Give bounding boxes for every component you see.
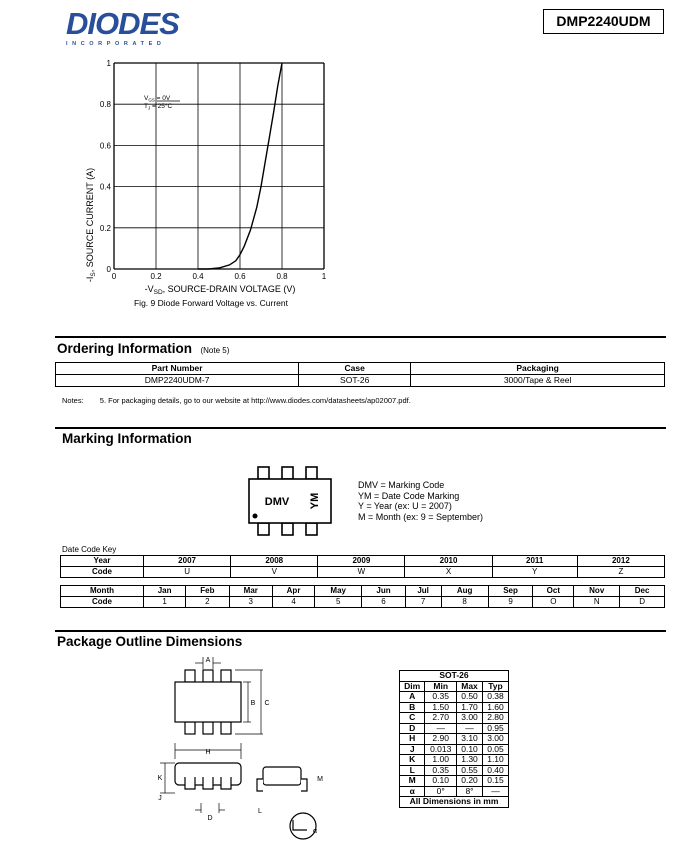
month-cell: May xyxy=(315,586,362,597)
diode-forward-voltage-chart xyxy=(70,55,350,313)
sot-dim-cell: M xyxy=(400,776,425,787)
sot-value-cell: — xyxy=(457,723,483,734)
table-row xyxy=(400,776,509,787)
ordering-header-packaging: Packaging xyxy=(411,363,665,375)
sot-value-cell: 0.40 xyxy=(482,765,508,776)
legend-line: Y = Year (ex: U = 2007) xyxy=(358,501,452,511)
sot-dim-cell: α xyxy=(400,786,425,797)
sot-value-cell: 1.70 xyxy=(457,702,483,713)
section-rule xyxy=(55,630,666,632)
sot-value-cell: 1.60 xyxy=(482,702,508,713)
sot-value-cell: 0.10 xyxy=(457,744,483,755)
sot-value-cell: 0° xyxy=(425,786,457,797)
y-tick-label: 0.4 xyxy=(99,182,111,192)
logo-subtext: INCORPORATED xyxy=(66,41,166,47)
month-cell: Apr xyxy=(272,586,314,597)
sot-value-cell: 0.10 xyxy=(425,776,457,787)
y-tick-label: 0.2 xyxy=(99,223,111,233)
sot-header: Dim xyxy=(400,681,425,692)
sot-value-cell: 0.55 xyxy=(457,765,483,776)
legend-line: M = Month (ex: 9 = September) xyxy=(358,511,484,522)
year-cell: 2009 xyxy=(318,556,405,567)
sot-value-cell: 1.10 xyxy=(482,755,508,766)
table-row xyxy=(400,723,509,734)
part-number-box: DMP2240UDM xyxy=(543,9,664,34)
ordering-note-ref: (Note 5) xyxy=(200,346,230,355)
dim-label-l: L xyxy=(258,808,262,815)
month-code-cell: O xyxy=(533,597,574,608)
month-cell: Aug xyxy=(441,586,488,597)
ordering-notes xyxy=(62,396,411,405)
table-row xyxy=(400,755,509,766)
code-label: Code xyxy=(61,567,144,578)
sot-value-cell: 8° xyxy=(457,786,483,797)
ordering-table xyxy=(55,362,665,387)
ordering-title-row xyxy=(57,340,229,358)
dim-label-b: B xyxy=(250,700,256,707)
sot-dim-cell: A xyxy=(400,692,425,703)
table-row xyxy=(400,786,509,797)
y-tick-label: 0.6 xyxy=(99,141,111,151)
section-rule xyxy=(55,336,666,338)
table-row xyxy=(56,375,665,387)
sot-value-cell: 2.70 xyxy=(425,713,457,724)
y-tick-label: 0 xyxy=(106,265,111,274)
dim-label-alpha: α xyxy=(312,828,318,835)
year-label: Year xyxy=(61,556,144,567)
svg-text:VGS = 0V: $V_{GS} = 0V$ xyxy=(144,95,171,103)
section-rule xyxy=(55,427,666,429)
chip-marking-code: DMV xyxy=(264,496,290,508)
month-cell: Dec xyxy=(620,586,665,597)
sot-value-cell: 0.05 xyxy=(482,744,508,755)
month-cell: Feb xyxy=(186,586,229,597)
sot-value-cell: 0.50 xyxy=(457,692,483,703)
month-code-cell: 7 xyxy=(405,597,441,608)
month-cell: Mar xyxy=(229,586,272,597)
table-row xyxy=(400,744,509,755)
month-cell: Sep xyxy=(488,586,533,597)
year-code-cell: V xyxy=(231,567,318,578)
dim-label-d: D xyxy=(207,815,213,822)
sot-header: Min xyxy=(425,681,457,692)
marking-chip-diagram xyxy=(245,465,340,537)
sot-value-cell: — xyxy=(482,786,508,797)
dim-label-j: J xyxy=(158,795,162,802)
sot-dim-cell: C xyxy=(400,713,425,724)
month-cell: Nov xyxy=(574,586,620,597)
sot-value-cell: 0.95 xyxy=(482,723,508,734)
chip-date-code: YM xyxy=(309,492,321,510)
sot-table-footer: All Dimensions in mm xyxy=(400,797,509,808)
sot26-dimension-table xyxy=(399,670,509,808)
month-code-cell: 3 xyxy=(229,597,272,608)
sot-value-cell: 3.10 xyxy=(457,734,483,745)
year-cell: 2008 xyxy=(231,556,318,567)
year-code-cell: X xyxy=(405,567,492,578)
table-row xyxy=(400,765,509,776)
ordering-title: Ordering Information xyxy=(57,341,192,356)
sot-dim-cell: K xyxy=(400,755,425,766)
legend-line: DMV = Marking Code xyxy=(358,480,445,490)
package-outline-drawing xyxy=(155,655,365,850)
month-code-cell: 2 xyxy=(186,597,229,608)
sot-value-cell: 3.00 xyxy=(482,734,508,745)
year-code-table xyxy=(60,555,665,578)
table-row xyxy=(400,702,509,713)
code-label: Code xyxy=(61,597,144,608)
sot-header: Typ xyxy=(482,681,508,692)
month-cell: Jan xyxy=(144,586,186,597)
sot-value-cell: 2.80 xyxy=(482,713,508,724)
sot-dim-cell: D xyxy=(400,723,425,734)
sot-value-cell: 1.50 xyxy=(425,702,457,713)
month-cell: Jul xyxy=(405,586,441,597)
year-cell: 2011 xyxy=(492,556,577,567)
month-cell: Oct xyxy=(533,586,574,597)
year-code-cell: Y xyxy=(492,567,577,578)
sot-dim-cell: B xyxy=(400,702,425,713)
sot-dim-cell: J xyxy=(400,744,425,755)
year-code-cell: Z xyxy=(577,567,664,578)
sot-value-cell: 0.20 xyxy=(457,776,483,787)
sot-value-cell: 2.90 xyxy=(425,734,457,745)
ordering-cell-packaging: 3000/Tape & Reel xyxy=(411,375,665,387)
ordering-header-part: Part Number xyxy=(56,363,299,375)
sot-value-cell: 0.013 xyxy=(425,744,457,755)
dim-label-m: M xyxy=(317,776,323,783)
package-title: Package Outline Dimensions xyxy=(57,634,243,649)
y-axis-label: $-I_S$, SOURCE CURRENT (A) xyxy=(85,167,97,283)
month-code-table xyxy=(60,585,665,608)
ordering-cell-case: SOT-26 xyxy=(299,375,411,387)
month-code-cell: 5 xyxy=(315,597,362,608)
sot-dim-cell: H xyxy=(400,734,425,745)
note-text: 5. For packaging details, go to our website at http://www.diodes.com/datasheets/ap02007.pdf. xyxy=(99,396,411,405)
ordering-header-case: Case xyxy=(299,363,411,375)
year-code-cell: W xyxy=(318,567,405,578)
chart-caption: Fig. 9 Diode Forward Voltage vs. Current xyxy=(133,298,289,308)
x-axis-label: $-V_{SD}$, SOURCE-DRAIN VOLTAGE (V) xyxy=(144,284,296,296)
x-tick-label: 0.6 xyxy=(234,272,246,281)
svg-text:TJ = 25°C: $T_J = 25^\circ C$ xyxy=(144,103,173,111)
chart-annotation xyxy=(144,95,180,111)
month-code-cell: 1 xyxy=(144,597,186,608)
ordering-cell-part: DMP2240UDM-7 xyxy=(56,375,299,387)
dim-label-c: C xyxy=(264,700,270,707)
x-tick-label: 1 xyxy=(321,272,327,281)
sot-dim-cell: L xyxy=(400,765,425,776)
dim-label-k: K xyxy=(157,775,163,782)
month-code-cell: 9 xyxy=(488,597,533,608)
y-tick-label: 0.8 xyxy=(99,100,111,110)
x-tick-label: 0.8 xyxy=(276,272,288,281)
sot-value-cell: 1.30 xyxy=(457,755,483,766)
year-cell: 2007 xyxy=(144,556,231,567)
sot-value-cell: 0.15 xyxy=(482,776,508,787)
sot-value-cell: — xyxy=(425,723,457,734)
dim-label-a: A xyxy=(205,657,211,664)
sot-value-cell: 0.38 xyxy=(482,692,508,703)
x-tick-label: 0.4 xyxy=(192,272,204,281)
sot-table-title: SOT-26 xyxy=(400,671,509,682)
table-row xyxy=(400,734,509,745)
month-code-cell: N xyxy=(574,597,620,608)
marking-title: Marking Information xyxy=(62,431,192,446)
sot-value-cell: 1.00 xyxy=(425,755,457,766)
year-cell: 2012 xyxy=(577,556,664,567)
date-code-key-label: Date Code Key xyxy=(62,545,117,554)
logo-text: DIODES xyxy=(66,6,179,41)
sot-value-cell: 0.35 xyxy=(425,765,457,776)
x-tick-label: 0.2 xyxy=(150,272,162,281)
sot-value-cell: 0.35 xyxy=(425,692,457,703)
month-label: Month xyxy=(61,586,144,597)
table-row xyxy=(400,713,509,724)
y-tick-label: 1 xyxy=(106,59,111,68)
sot-value-cell: 3.00 xyxy=(457,713,483,724)
month-code-cell: 6 xyxy=(362,597,405,608)
notes-label: Notes: xyxy=(62,396,84,405)
sot-header: Max xyxy=(457,681,483,692)
month-cell: Jun xyxy=(362,586,405,597)
month-code-cell: D xyxy=(620,597,665,608)
year-cell: 2010 xyxy=(405,556,492,567)
month-code-cell: 8 xyxy=(441,597,488,608)
table-row xyxy=(400,692,509,703)
diodes-logo xyxy=(66,8,196,52)
dim-label-h: H xyxy=(205,749,211,756)
legend-line: YM = Date Code Marking xyxy=(358,490,460,501)
year-code-cell: U xyxy=(144,567,231,578)
x-tick-label: 0 xyxy=(111,272,117,281)
marking-legend xyxy=(358,480,483,522)
month-code-cell: 4 xyxy=(272,597,314,608)
